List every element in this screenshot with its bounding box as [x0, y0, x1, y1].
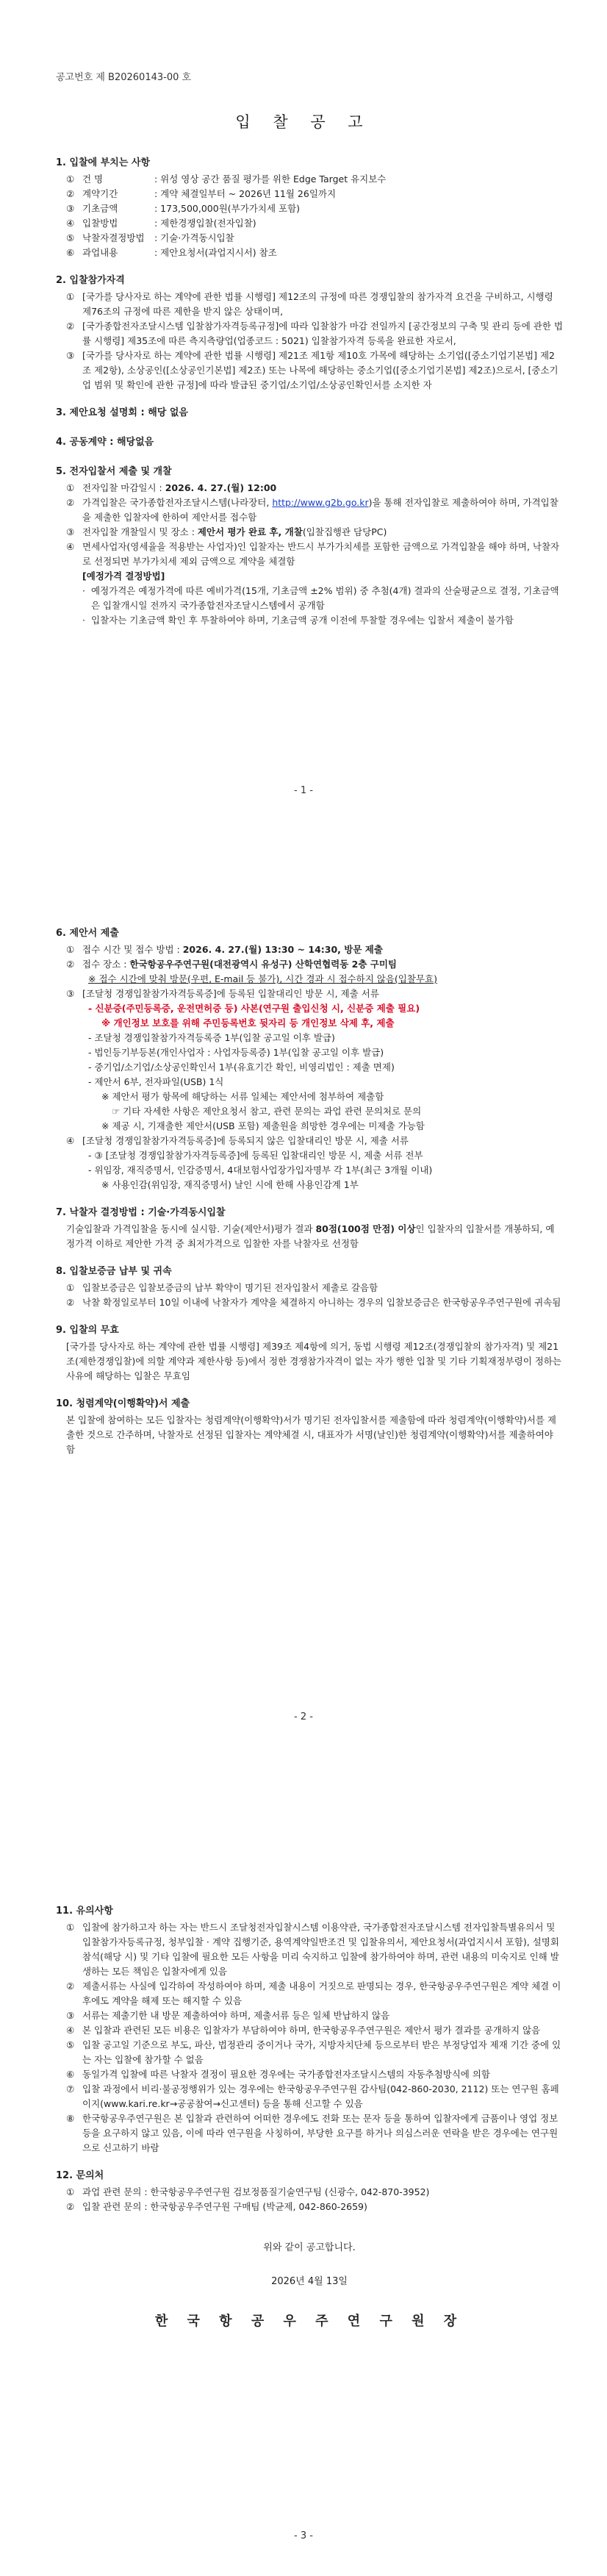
list-item: · 입찰자는 기초금액 확인 후 투찰하여야 하며, 기초금액 공개 이전에 투찰할 경우에는 입찰서 제출이 불가함 — [82, 615, 514, 626]
note-red: - 신분증(주민등록증, 운전면허증 등) 사본(연구원 출입신청 시, 신분증 제출 필요) — [88, 1003, 420, 1014]
list-item: ① 과업 관련 문의 : 한국항공우주연구원 검보정품질기술연구팀 (신광수, 042-870-3952) — [66, 2186, 430, 2197]
page-3 — [0, 1897, 607, 2576]
list-item: - 중기업/소기업/소상공인확인서 1부(유효기간 확인, 비영리법인 : 제출 면제) — [88, 1062, 395, 1073]
list-item: - 법인등기부등본(개인사업자 : 사업자등록증) 1부(입찰 공고일 이후 발급) — [88, 1047, 384, 1058]
note: ☞ 기타 자세한 사항은 제안요청서 참고, 관련 문의는 과업 관련 문의처로 문의 — [112, 1106, 422, 1117]
list-item: ③ 서류는 제출기한 내 방문 제출하여야 하며, 제출서류 등은 일체 반납하지 않음 — [66, 2010, 390, 2021]
section-11-heading: 11. 유의사항 — [56, 1906, 113, 1917]
list-item: ③ 기초금액 : 173,500,000원(부가가치세 포함) — [66, 203, 301, 214]
signer: 한 국 항 공 우 주 연 구 원 장 — [154, 2314, 464, 2329]
list-item: ② 가격입찰은 국가종합전자조달시스템(나라장터, http://www.g2b.go.kr)을 통해 전자입찰로 제출하여야 하며, 가격입찰을 제출한 입찰자에 한하여 제안서를 접수함 — [66, 497, 558, 523]
section-1-heading: 1. 입찰에 부치는 사항 — [56, 157, 151, 168]
section-9-heading: 9. 입찰의 무효 — [56, 1325, 119, 1336]
note: ※ 제안서 평가 항목에 해당하는 서류 일체는 제안서에 첨부하여 제출함 — [101, 1091, 384, 1102]
list-item: ⑥ 과업내용 : 제안요청서(과업지시서) 참조 — [66, 247, 277, 258]
list-item: ② 접수 장소 : 한국항공우주연구원(대전광역시 유성구) 산학연협력동 2층 구미팀 — [66, 959, 397, 970]
section-2-list — [56, 290, 563, 393]
page-number: - 3 - — [294, 2530, 313, 2541]
list-item: ② 계약기간 : 계약 체결일부터 ~ 2026년 11월 26일까지 — [66, 188, 337, 199]
notice-date: 2026년 4월 13일 — [271, 2276, 348, 2287]
list-item: ② 낙찰 확정일로부터 10일 이내에 낙찰자가 계약을 체결하지 아니하는 경우의 입찰보증금은 한국항공우주연구원에 귀속됨 — [66, 1297, 561, 1308]
list-item: ① 건 명 : 위성 영상 공간 품질 평가를 위한 Edge Target 유지보수 — [66, 173, 387, 185]
page-3-body — [56, 1904, 563, 2329]
list-item: ③ [국가를 당사자로 하는 계약에 관한 법률 시행령] 제21조 제1항 제10호 가목에 해당하는 소기업([중소기업기본법] 제2조 제2항), 소상공인([소상공인기본법] 제2조) 또는 나목에 해당하는 중소기업([중소기업기본법] 제2조)으로서, [중소기업 범위 및 확인에 관한 규정]에 따라 발급된 중기업/소기업/소상공인확인서를 소지한 자 — [66, 350, 558, 390]
list-item: - 조달청 경쟁입찰참가자격등록증 1부(입찰 공고일 이후 발급) — [88, 1032, 335, 1043]
list-item: - 위임장, 재직증명서, 인감증명서, 4대보험사업장가입자명부 각 1부(최근 3개월 이내) — [88, 1164, 433, 1176]
section-5-list — [56, 481, 563, 628]
section-6-heading: 6. 제안서 제출 — [56, 928, 119, 939]
list-item: - 제안서 6부, 전자파일(USB) 1식 — [88, 1076, 224, 1087]
list-item: ⑥ 동일가격 입찰에 따른 낙찰자 결정이 필요한 경우에는 국가종합전자조달시스템의 자동추첨방식에 의함 — [66, 2069, 490, 2080]
closing-statement: 위와 같이 공고합니다. — [263, 2242, 356, 2253]
list-item: ④ 본 입찰과 관련된 모든 비용은 입찰자가 부담하여야 하며, 한국항공우주연구원은 제안서 평가 결과를 공개하지 않음 — [66, 2025, 541, 2036]
note: ※ 제공 시, 기재출한 제안서(USB 포함) 제출원을 희망한 경우에는 미제출 가능함 — [101, 1120, 425, 1131]
document-title: 입 찰 공 고 — [235, 113, 372, 131]
notice-number: 공고번호 제 B20260143-00 호 — [56, 72, 192, 83]
list-item: ① [국가를 당사자로 하는 계약에 관한 법률 시행령] 제12조의 규정에 따른 경쟁입찰의 참가자격 요건을 구비하고, 시행령 제76조의 규정에 따른 제한을 받지 않은 상태이며, — [66, 291, 553, 317]
note-red: ※ 개인정보 보호를 위해 주민등록번호 뒷자리 등 개인정보 삭제 후, 제출 — [101, 1017, 395, 1028]
section-7-text: 기술입찰과 가격입찰을 동시에 실시함. 기술(제안서)평가 결과 80점(100점 만점) 이상인 입찰자의 입찰서를 개봉하되, 예정가격 이하로 제안한 가격 중 최저가격으로 입찰한 자를 낙찰자로 선정함 — [66, 1223, 555, 1249]
section-12-list — [56, 2185, 563, 2214]
section-2-heading: 2. 입찰참가자격 — [56, 275, 125, 286]
page-2 — [0, 912, 607, 1897]
list-item: ② 입찰 관련 문의 : 한국항공우주연구원 구매팀 (박균제, 042-860-2659) — [66, 2201, 367, 2212]
list-item: ⑧ 한국항공우주연구원은 본 입찰과 관련하여 어떠한 경우에도 전화 또는 문자 등을 통하여 입찰자에게 금품이나 영업 정보 등을 요구하지 않고 있음, 이에 따라 연구원을 사칭하여, 부당한 요구를 하거나 의심스러운 연락을 받은 경우에는 연구원으로 신고하기 바람 — [66, 2113, 558, 2153]
page-2-body — [56, 926, 563, 1457]
section-8-heading: 8. 입찰보증금 납부 및 귀속 — [56, 1266, 172, 1277]
list-item: ③ [조달청 경쟁입찰참가자격등록증]에 등록된 입찰대리인 방문 시, 제출 서류 — [66, 988, 379, 999]
list-item: ⑤ 입찰 공고일 기준으로 부도, 파산, 법정관리 중이거나 국가, 지방자치단체 등으로부터 받은 부정당업자 제재 기간 중에 있는 자는 입찰에 참가할 수 없음 — [66, 2039, 561, 2065]
list-item: ③ 전자입찰 개찰일시 및 장소 : 제안서 평가 완료 후, 개찰(입찰집행관 담당PC) — [66, 526, 387, 537]
section-1-list — [56, 172, 563, 260]
list-item: ⑦ 입찰 과정에서 비리·불공정행위가 있는 경우에는 한국항공우주연구원 감사팀(042-860-2030, 2112) 또는 연구원 홈페이지(www.kari.re.kr→공공참여→신고센터) 등을 통해 신고할 수 있음 — [66, 2083, 559, 2109]
list-item: ② 제출서류는 사실에 입각하여 작성하여야 하며, 제출 내용이 거짓으로 판명되는 경우, 한국항공우주연구원은 계약 체결 이후에도 계약을 해제 또는 해지할 수 있음 — [66, 1981, 561, 2006]
note: ※ 접수 시간에 맞춰 방문(우편, E-mail 등 불가), 시간 경과 시 접수하지 않음(입찰무효) — [88, 973, 437, 984]
section-10-heading: 10. 청렴계약(이행확약)서 제출 — [56, 1398, 190, 1409]
section-4-heading: 4. 공동계약 : 해당없음 — [56, 437, 154, 448]
list-item: · 예정가격은 예정가격에 따른 예비가격(15개, 기초금액 ±2% 범위) 중 추첨(4개) 결과의 산술평균으로 결정, 기초금액은 입찰개시일 전까지 국가종합전자조달시스템에서 공개함 — [82, 585, 559, 611]
page-number: - 2 - — [294, 1711, 313, 1722]
section-12-heading: 12. 문의처 — [56, 2170, 104, 2181]
section-7-heading: 7. 낙찰자 결정방법 : 기술·가격동시입찰 — [56, 1207, 226, 1218]
section-3-heading: 3. 제안요청 설명회 : 해당 없음 — [56, 407, 188, 418]
list-item: ① 전자입찰 마감일시 : 2026. 4. 27.(월) 12:00 — [66, 482, 277, 493]
section-6-list — [56, 942, 563, 1192]
section-11-list — [56, 1920, 563, 2155]
list-item: ① 입찰에 참가하고자 하는 자는 반드시 조달청전자입찰시스템 이용약관, 국가종합전자조달시스템 전자입찰특별유의서 및 입찰참가자등록규정, 청부입찰 · 계약 집행기준, 용역계약일반조건 및 입찰유의서, 제안요청서(과업지시서 포함), 설명회 참석(해당 시) 및 기타 입찰에 필요한 모든 사항을 미리 숙지하고 입찰에 참가하여야 하며, 관련 내용의 미숙지로 인해 발생하는 모든 책임은 입찰자에게 있음 — [66, 1922, 559, 1977]
list-item: ⑤ 낙찰자결정방법 : 기술·가격동시입찰 — [66, 232, 234, 243]
section-9-text: [국가를 당사자로 하는 계약에 관한 법률 시행령] 제39조 제4항에 의거, 동법 시행령 제12조(경쟁입찰의 참가자격) 및 제21조(제한경쟁입찰)에 의할 계약과 제한사항 등)에서 정한 경쟁참가자격이 없는 자가 행한 입찰 및 기타 기획재정부령이 정하는 사유에 해당하는 입찰은 무효임 — [66, 1341, 562, 1381]
list-item: ④ 면세사업자(영세율을 적용받는 사업자)인 입찰자는 반드시 부가가치세를 포함한 금액으로 가격입찰을 해야 하며, 낙찰자로 선정되면 부가가치세 제외 금액으로 계약을 체결함 — [66, 541, 560, 567]
price-method-heading: [예정가격 결정방법] — [82, 570, 165, 582]
list-item: - ③ [조달청 경쟁입찰참가자격등록증]에 등록된 입찰대리인 방문 시, 제출 서류 전부 — [88, 1150, 423, 1161]
list-item: ① 입찰보증금은 입찰보증금의 납부 확약이 명기된 전자입찰서 제출로 갈음함 — [66, 1282, 378, 1293]
list-item: ② [국가종합전자조달시스템 입찰참가자격등록규정]에 따라 입찰참가 마감 전일까지 [공간정보의 구축 및 관리 등에 관한 법률 시행령] 제35조에 따른 측지측량업(업종코드 : 5021) 입찰참가자격 등록을 완료한 자로서, — [66, 321, 563, 346]
note: ※ 사용인감(위임장, 재직증명서) 날인 시에 한해 사용인감계 1부 — [101, 1179, 359, 1190]
page-1 — [0, 0, 607, 912]
section-10-text: 본 입찰에 참여하는 모든 입찰자는 청렴계약(이행확약)서가 명기된 전자입찰서를 제출함에 따라 청렴계약(이행확약)서를 제출한 것으로 간주하며, 낙찰자로 선정된 입찰자는 계약체결 시, 대표자가 서명(날인)한 청렴계약(이행확약)서를 제출하여야 함 — [66, 1414, 556, 1455]
page-number: - 1 - — [294, 785, 313, 796]
list-item: ④ 입찰방법 : 제한경쟁입찰(전자입찰) — [66, 218, 256, 229]
section-5-heading: 5. 전자입찰서 제출 및 개찰 — [56, 466, 172, 477]
list-item: ④ [조달청 경쟁입찰참가자격등록증]에 등록되지 않은 입찰대리인 방문 시, 제출 서류 — [66, 1135, 409, 1146]
page-1-body — [56, 156, 563, 628]
section-8-list — [56, 1281, 563, 1310]
list-item: ① 접수 시간 및 접수 방법 : 2026. 4. 27.(월) 13:30 ~ 14:30, 방문 제출 — [66, 944, 383, 955]
g2b-link[interactable]: http://www.g2b.go.kr — [272, 497, 369, 508]
